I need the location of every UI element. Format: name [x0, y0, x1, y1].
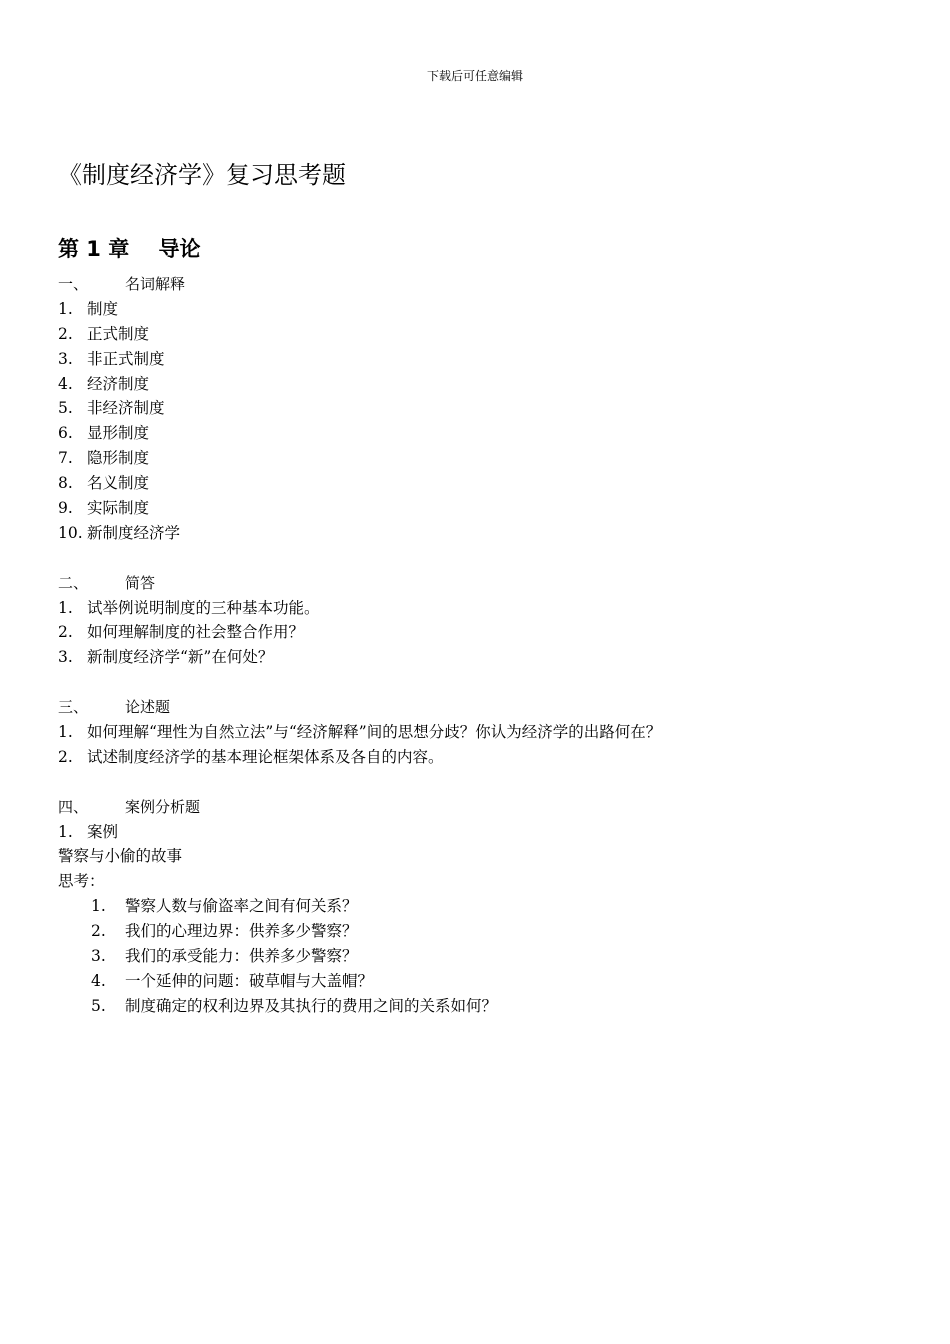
list-item: [58, 521, 918, 546]
item-number: 10.: [58, 523, 83, 542]
list-item: [58, 645, 918, 670]
item-number: 4.: [58, 374, 73, 393]
list-item: [58, 720, 918, 745]
question-item: [58, 994, 918, 1019]
list-item: [58, 347, 918, 372]
list-item: [58, 446, 918, 471]
item-text: 一个延伸的问题：破草帽与大盖帽？: [125, 971, 374, 990]
document-title: 《制度经济学》复习思考题: [58, 161, 346, 189]
item-number: 5.: [58, 399, 73, 418]
section-number: 四、: [58, 797, 89, 816]
list-item: [58, 745, 918, 770]
section-heading: [58, 795, 918, 820]
item-number: 4.: [91, 971, 106, 990]
section-number: 三、: [58, 698, 89, 717]
item-text: 如何理解制度的社会整合作用？: [87, 623, 305, 642]
item-number: 8.: [58, 474, 73, 493]
section-title: 名词解释: [125, 275, 186, 293]
question-item: [58, 894, 918, 919]
item-text: 隐形制度: [87, 449, 150, 468]
list-item: [58, 372, 918, 397]
section-title: 论述题: [125, 698, 171, 717]
question-item: [58, 944, 918, 969]
list-item: [58, 297, 918, 322]
list-item: [58, 496, 918, 521]
think-label: 思考：: [58, 872, 105, 891]
section-heading: [58, 272, 918, 297]
section-number: 二、: [58, 573, 89, 592]
item-text: 如何理解“理性为自然立法”与“经济解释”间的思想分歧？你认为经济学的出路何在？: [87, 723, 662, 742]
item-number: 3.: [58, 648, 73, 667]
item-text: 我们的心理边界：供养多少警察？: [125, 922, 358, 941]
chapter-title: 第 1 章 导论: [58, 237, 201, 261]
item-number: 1.: [58, 598, 73, 617]
item-text: 正式制度: [87, 324, 150, 343]
item-number: 1.: [58, 723, 73, 742]
item-text: 试举例说明制度的三种基本功能。: [87, 598, 320, 617]
question-item: [58, 969, 918, 994]
section-title: 案例分析题: [125, 797, 201, 816]
item-text: 警察人数与偷盗率之间有何关系？: [125, 897, 358, 916]
item-number: 5.: [91, 996, 106, 1015]
list-item: [58, 820, 918, 845]
item-number: 9.: [58, 499, 73, 518]
list-item: [58, 471, 918, 496]
item-number: 1.: [91, 897, 106, 916]
item-number: 2.: [91, 922, 106, 941]
item-number: 6.: [58, 424, 73, 443]
item-number: 2.: [58, 747, 73, 766]
spacer: [58, 546, 918, 571]
spacer: [58, 770, 918, 795]
item-number: 2.: [58, 623, 73, 642]
list-item: [58, 322, 918, 347]
item-text: 新制度经济学: [87, 523, 181, 542]
section-heading: [58, 695, 918, 720]
question-item: [58, 919, 918, 944]
section-title: 简答: [125, 573, 156, 592]
item-text: 名义制度: [87, 474, 150, 493]
item-text: 经济制度: [87, 374, 150, 393]
item-text: 非正式制度: [87, 349, 165, 368]
item-text: 显形制度: [87, 424, 150, 443]
item-number: 3.: [58, 349, 73, 368]
list-item: [58, 596, 918, 621]
item-text: 新制度经济学“新”在何处？: [87, 648, 274, 667]
spacer: [58, 670, 918, 695]
item-number: 2.: [58, 324, 73, 343]
list-item: [58, 421, 918, 446]
header-note: 下载后可任意编辑: [426, 69, 523, 83]
list-item: [58, 396, 918, 421]
item-number: 3.: [91, 947, 106, 966]
item-text: 制度: [87, 299, 119, 318]
item-text: 实际制度: [87, 499, 150, 518]
item-text: 试述制度经济学的基本理论框架体系及各自的内容。: [87, 747, 444, 766]
item-number: 7.: [58, 449, 73, 468]
item-text: 制度确定的权利边界及其执行的费用之间的关系如何？: [125, 996, 498, 1015]
item-text: 我们的承受能力：供养多少警察？: [125, 947, 358, 966]
section-number: 一、: [58, 275, 89, 293]
list-item: [58, 620, 918, 645]
item-number: 1.: [58, 299, 73, 318]
item-text: 案例: [87, 822, 119, 841]
item-text: 非经济制度: [87, 399, 165, 418]
case-title: 警察与小偷的故事: [58, 847, 183, 866]
section-heading: [58, 571, 918, 596]
document-body: [58, 272, 918, 1019]
item-number: 1.: [58, 822, 73, 841]
